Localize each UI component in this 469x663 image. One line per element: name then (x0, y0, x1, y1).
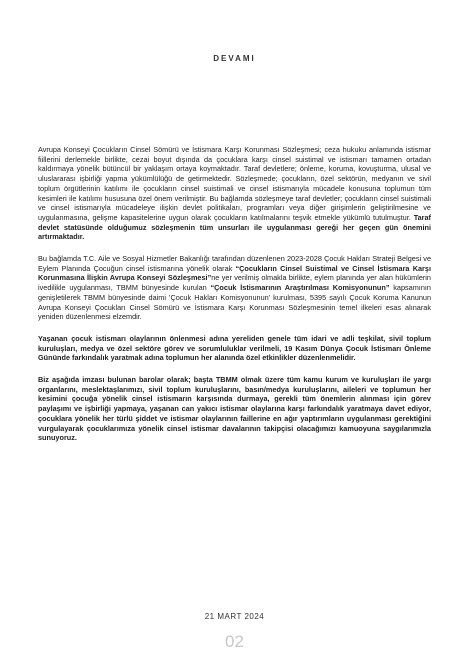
paragraph-1-bold: Taraf devlet statüsünde olduğumuz sözleşmenin tüm unsurları ile uygulanması gereği her geçen gün önemini artırmaktadır. (38, 212, 431, 242)
paragraph-3-bold: Yaşanan çocuk istismarı olaylarının önlenmesi adına yereliden genele tüm idari ve adli teşkilat, sivil toplum kuruluşları, medya ve özel sektöre görev ve sorumluluklar verilmeli, 19 Kasım Dünya Çocuk İstismarı Önleme Gününde farkındalık yaratmak adına toplumun her alanında özel etkinlikler düzenlenmelidir. (38, 333, 431, 363)
paragraph-2-text-b: ne yer verilmiş olmakla birlikte, eylem planında yer alan hükümlerin ivedilikle uygulanması, TBMM bünyesinde kurulan (38, 273, 431, 293)
paragraph-1-text: Avrupa Konseyi Çocukların Cinsel Sömürü ve İstismara Karşı Korunması Sözleşmesi; ceza hukuku anlamında istismar fiillerini derlemekle birlikte, cezai boyut dışında da çocuklara karşı cinsel suistimal ve istismarı tamamen ortadan kaldırmaya yönelik bütüncül bir yaklaşım ortaya koymaktadır. Taraf devletlere; önleme, koruma, kovuşturma, ulusal ve uluslararası işbirliği yapma yükümlülüğü de getirmektedir. Sözleşmede; çocukların, özel sektörün, medyanın ve sivil toplum örgütlerinin katılımı ile çocukların cinsel suistimali ve cinsel istismarıyla mücadele konusuna toplumun tüm kesimleri ile katılımı hususuna özel önem verilmiştir. Bu bağlamda sözleşmeye taraf devletler; çocukların cinsel suistimali ve cinsel istismarıyla mücadeleye ilişkin devlet politikaları, programları veya diğer girişimlerin geliştirilmesine ve uygulanmasına, gelişme kapasitelerine uygun olarak çocukların katılmalarını teşvik etmekle yükümlü tutulmuştur. (38, 145, 431, 222)
paragraph-2-text-c: kapsamının genişletilerek TBMM bünyesinde daimi 'Çocuk Hakları Komisyonunun' kurulması, 5395 sayılı Çocuk Koruma Kanunun Avrupa Konseyi Çocukları Cinsel Sömürü ve İstismara Karşı Korunması Sözleşmesinin temel ilkeleri esas alınarak yeniden düzenlenmesi elzemdir. (38, 283, 431, 322)
document-date: 21 MART 2024 (204, 612, 265, 621)
paragraph-4 (38, 375, 431, 443)
paragraph-2-text-a: Bu bağlamda T.C. Aile ve Sosyal Hizmetler Bakanlığı tarafından düzenlenen 2023-2028 Çocuk Hakları Strateji Belgesi ve Eylem Planında Çocuğun cinsel istismarına yönelik olarak (38, 254, 431, 273)
document-body (38, 145, 431, 455)
paragraph-3 (38, 334, 431, 363)
paragraph-2-bold-a: “Çocukların Cinsel Suistimal ve Cinsel İstismara Karşı Korunmasına İlişkin Avrupa Konseyi Sözleşmesi” (38, 263, 431, 283)
paragraph-4-bold: Biz aşağıda imzası bulunan barolar olarak; başta TBMM olmak üzere tüm kamu kurum ve kuruluşları ile yargı organlarını, meslektaşlarımızı, sivil toplum kuruluşlarını, basın/medya kuruluşlarını, aileleri ve toplumun her kesimini çocuğa yönelik cinsel istismarın karşısında durmaya, gerekli tüm önemlerin alınması için görev paylaşımı ve işbirliği yapmaya, yaşanan can yakıcı istismar olaylarına karşı farkındalık yaratmaya davet ediyor, çocuklara yönelik her türlü şiddet ve istismar olaylarının faillerine en ağır yaptırımların uygulanması gerektiğini vurgulayarak çocuklarımıza yönelik cinsel istismar davalarının takipçisi olacağımızı kamuoyuna saygılarımızla sunuyoruz. (38, 375, 431, 443)
paragraph-2-bold-b: “Çocuk İstismarının Araştırılması Komisyonunun” (210, 283, 390, 293)
page-header: DEVAMI (213, 54, 256, 63)
paragraph-1 (38, 145, 431, 242)
page-number: 02 (225, 632, 244, 651)
paragraph-2 (38, 254, 431, 322)
